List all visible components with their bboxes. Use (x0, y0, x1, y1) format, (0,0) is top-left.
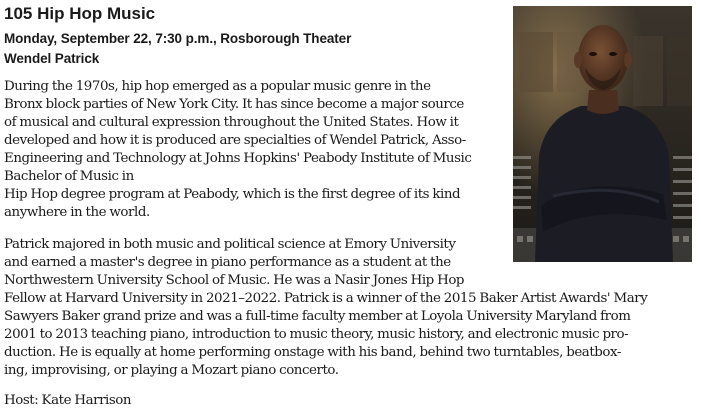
paragraph2-line: ing, improvising, or playing a Mozart piano concerto. (4, 363, 339, 378)
paragraph2-line: duction. He is equally at home performing onstage with his band, behind two turntables, beatbox- (4, 345, 621, 360)
event-date-location: Monday, September 22, 7:30 p.m., Rosborough Theater (4, 31, 352, 46)
paragraph2-line: Fellow at Harvard University in 2021–2022. Patrick is a winner of the 2015 Baker Artist Awards' Mary (4, 291, 648, 306)
paragraph1-line: of musical and cultural expression throughout the United States. How it (4, 115, 459, 130)
paragraph1-line: Engineering and Technology at Johns Hopkins' Peabody Institute of Music (4, 151, 472, 166)
paragraph1-line: anywhere in the world. (4, 205, 150, 220)
paragraph1-line: Hip Hop degree program at Peabody, which is the first degree of its kind (4, 187, 461, 202)
event-title: 105 Hip Hop Music (4, 4, 156, 23)
paragraph2-line: Sawyers Baker grand prize and was a full-time faculty member at Loyola University Maryland from (4, 309, 631, 324)
paragraph1-line: Bachelor of Music in (4, 169, 134, 184)
paragraph2-line: 2001 to 2013 teaching piano, introduction to music theory, music history, and electronic music pro- (4, 327, 629, 342)
host-credit: Host: Kate Harrison (4, 393, 132, 408)
presenter-name: Wendel Patrick (4, 51, 100, 66)
paragraph1-line: Bronx block parties of New York City. It has since become a major source (4, 97, 464, 112)
paragraph1-line: developed and how it is produced are specialties of Wendel Patrick, Asso- (4, 133, 466, 148)
paragraph2-line: Northwestern University School of Music. He was a Nasir Jones Hip Hop (4, 273, 465, 288)
paragraph1-line: During the 1970s, hip hop emerged as a popular music genre in the (4, 79, 431, 94)
paragraph2-line: and earned a master's degree in piano performance as a student at the (4, 255, 451, 270)
paragraph2-line: Patrick majored in both music and political science at Emory University (4, 237, 456, 252)
presenter-photo (513, 6, 692, 262)
